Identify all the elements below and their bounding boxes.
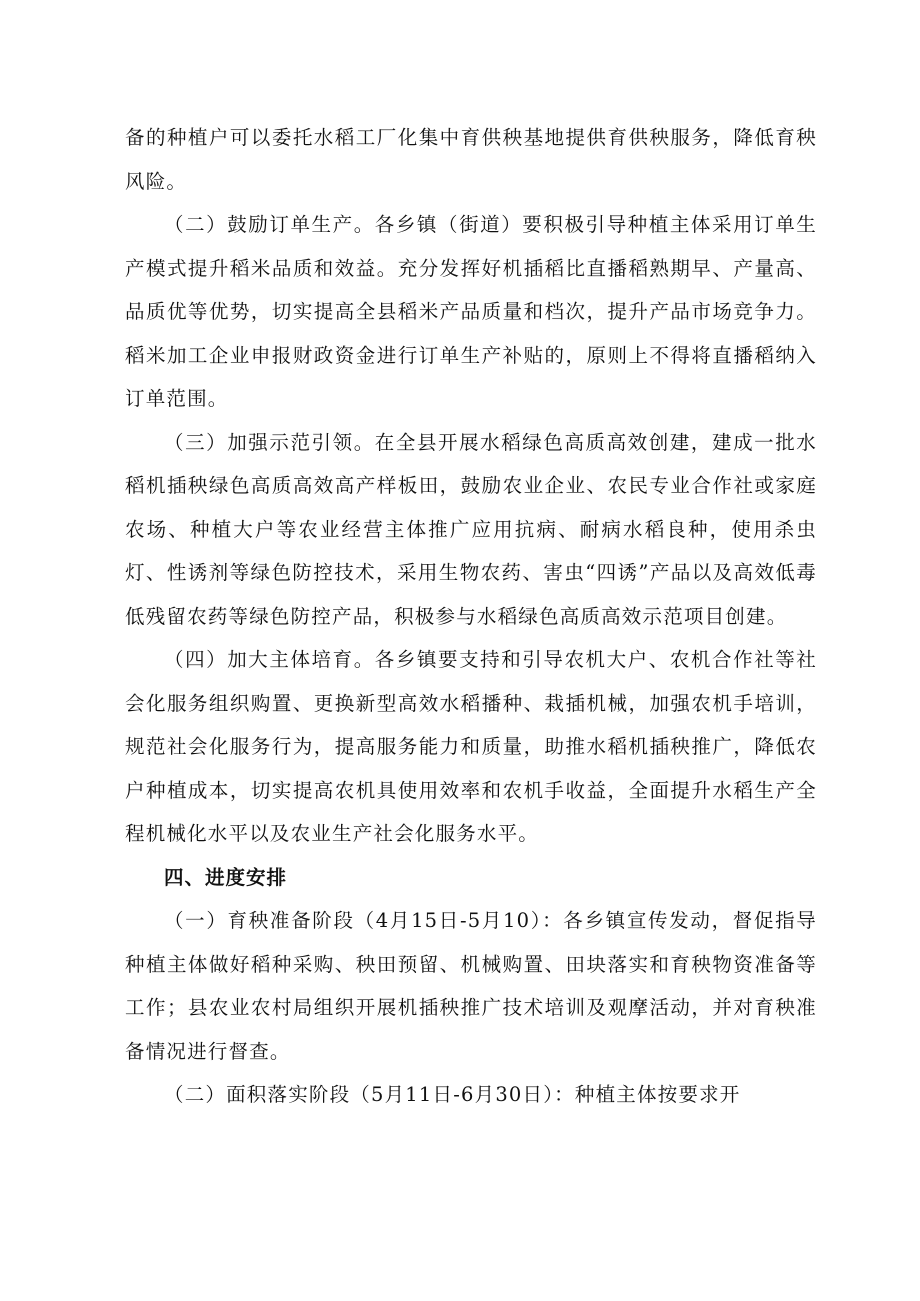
paragraph-schedule-stage-2: （二）面积落实阶段（5月11日-6月30日）：种植主体按要求开 xyxy=(164,1083,741,1106)
paragraph-demonstration: （三）加强示范引领。在全县开展水稻绿色高质高效创建，建成一批水稻机插秧绿色高质高效高产样板田，鼓励农业企业、农民专业合作社或家庭农场、种植大户等农业经营主体推广应用抗病、耐病水稻良种，使用杀虫灯、性诱剂等绿色防控技术，采用生物农药、害虫“四诱”产品以及高效低毒低残留农药等绿色防控产品，积极参与水稻绿色高质高效示范项目创建。 xyxy=(125,430,817,628)
paragraph-encourage-order-production: （二）鼓励订单生产。各乡镇（街道）要积极引导种植主体采用订单生产模式提升稻米品质和效益。充分发挥好机插稻比直播稻熟期早、产量高、品质优等优势，切实提高全县稻米产品质量和档次，提升产品市场竞争力。稻米加工企业申报财政资金进行订单生产补贴的，原则上不得将直播稻纳入订单范围。 xyxy=(125,213,817,410)
section-heading-schedule: 四、进度安排 xyxy=(164,865,288,889)
paragraph-schedule-stage-1: （一）育秧准备阶段（4月15日-5月10）：各乡镇宣传发动，督促指导种植主体做好稻种采购、秧田预留、机械购置、田块落实和育秧物资准备等工作；县农业农村局组织开展机插秧推广技术培训及观摩活动，并对育秧准备情况进行督查。 xyxy=(125,909,817,1063)
paragraph-continuation: 备的种植户可以委托水稻工厂化集中育供秧基地提供育供秧服务，降低育秧风险。 xyxy=(125,126,817,193)
document-body xyxy=(125,116,817,1117)
paragraph-entity-cultivation: （四）加大主体培育。各乡镇要支持和引导农机大户、农机合作社等社会化服务组织购置、更换新型高效水稻播种、栽插机械，加强农机手培训，规范社会化服务行为，提高服务能力和质量，助推水稻机插秧推广，降低农户种植成本，切实提高农机具使用效率和农机手收益，全面提升水稻生产全程机械化水平以及农业生产社会化服务水平。 xyxy=(125,648,817,845)
